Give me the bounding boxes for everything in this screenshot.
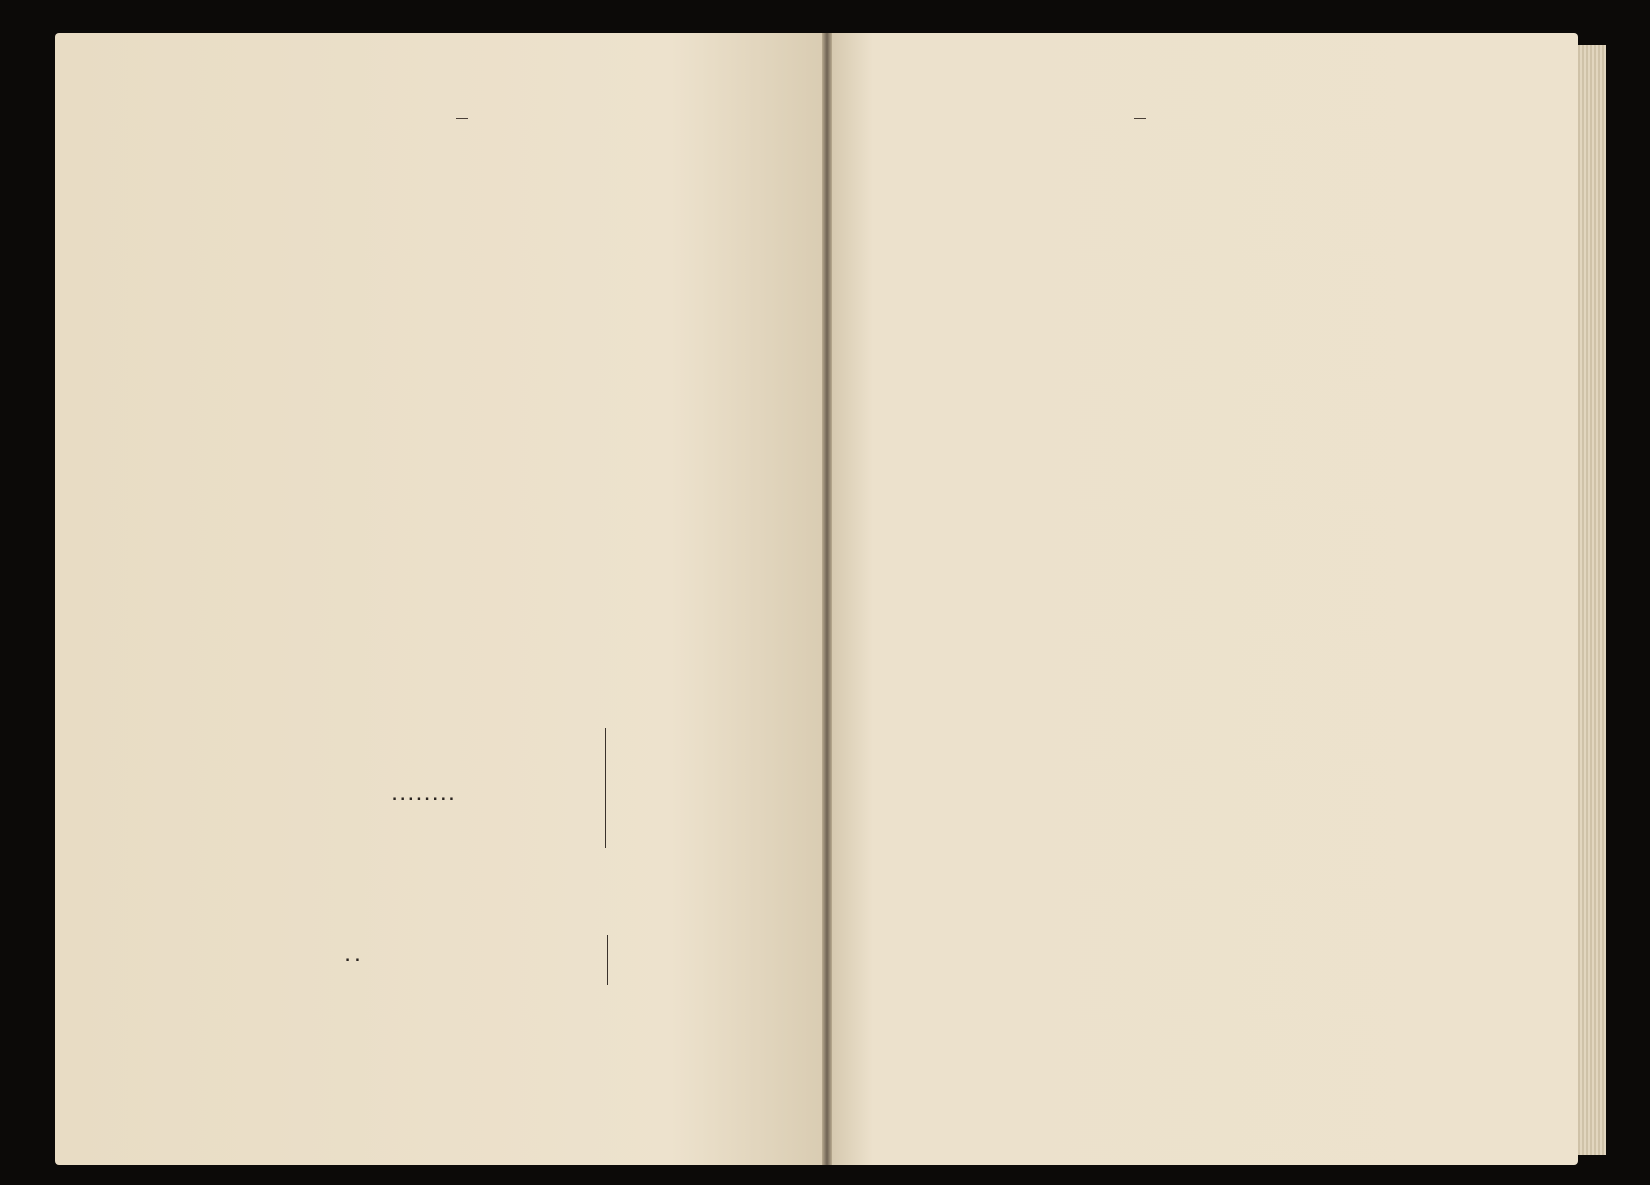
right-page bbox=[828, 33, 1578, 1165]
grand-total-label: . . bbox=[345, 949, 360, 965]
grand-total-brace bbox=[607, 935, 612, 985]
page-edges bbox=[1578, 45, 1606, 1155]
book-spine bbox=[822, 33, 832, 1165]
totals-label-line2: ........ bbox=[392, 788, 458, 804]
totals-brace bbox=[605, 728, 610, 848]
left-page bbox=[55, 33, 825, 1165]
